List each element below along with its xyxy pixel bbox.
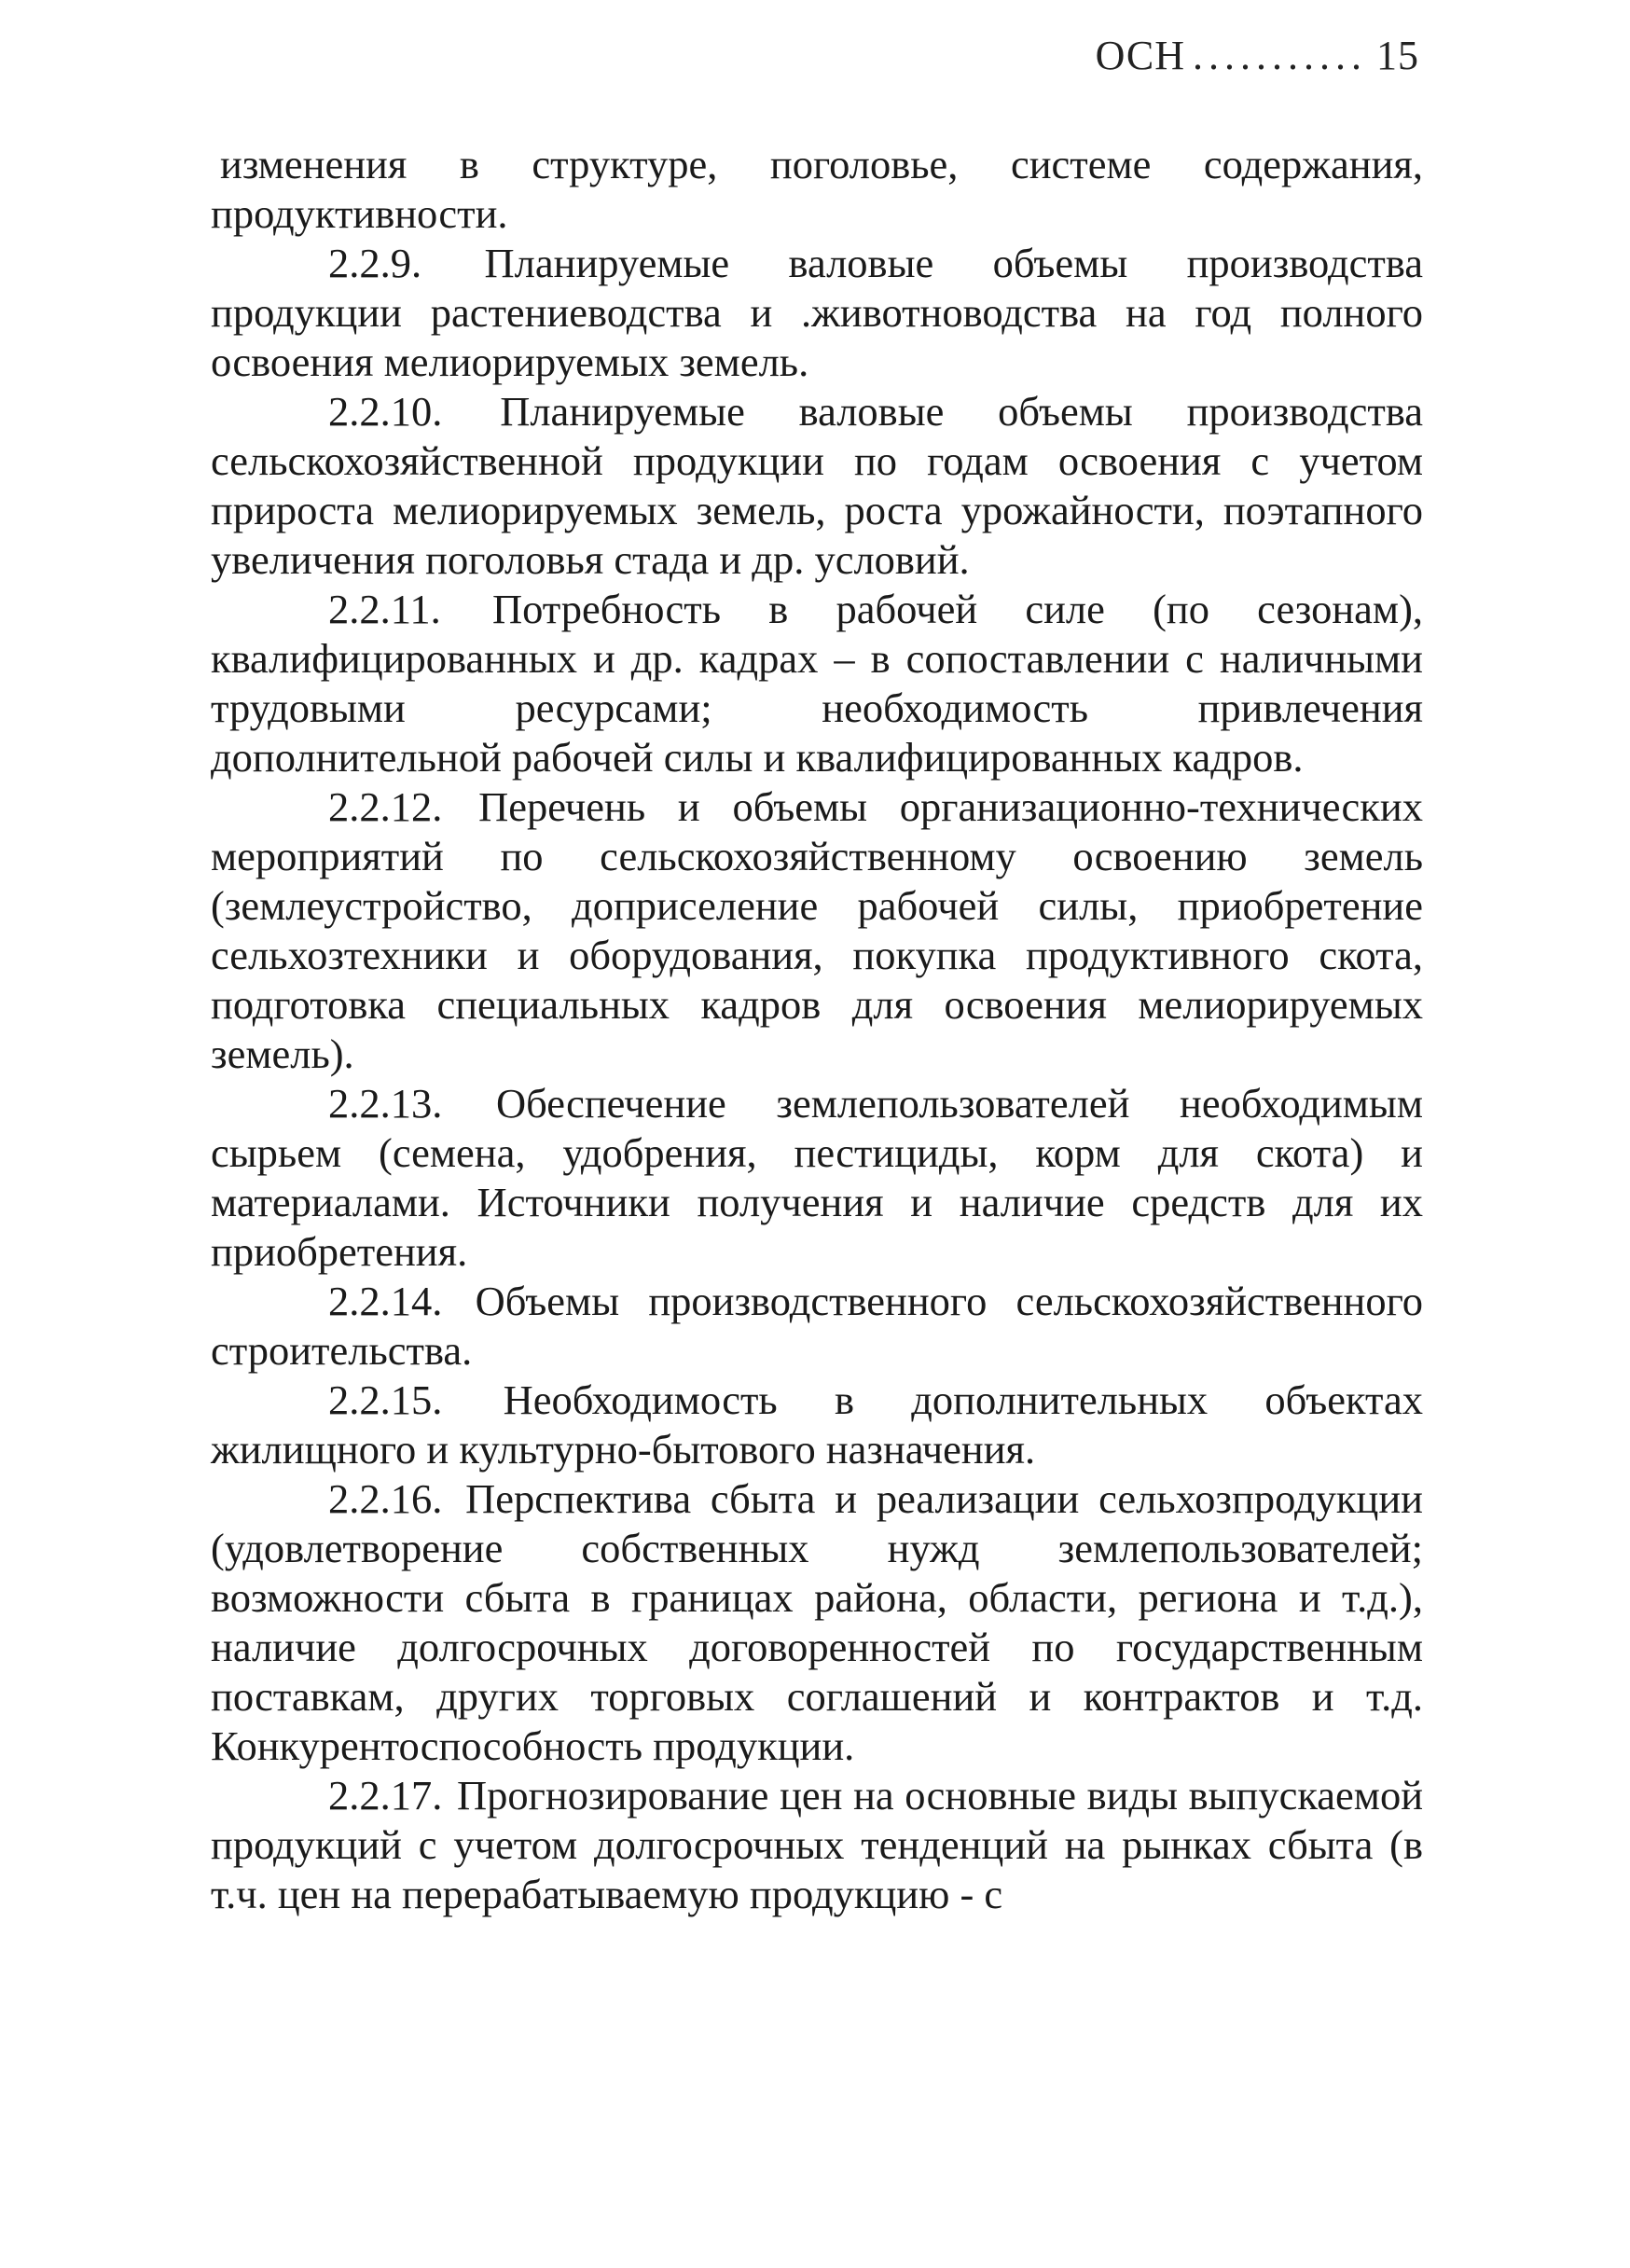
paragraph-text: Прогнозирование цен на основные виды выпускаемой продукций с учетом долгосрочных тенденций на рынках сбыта (в т.ч. цен на перерабатываемую продукцию - с	[211, 1772, 1424, 1917]
paragraph-2-2-14	[211, 1277, 1423, 1376]
header-leader-dots: ...........	[1193, 33, 1367, 78]
paragraph-text: изменения в структуре, поголовье, системе содержания, продуктивности.	[211, 141, 1423, 237]
paragraph-text: Планируемые валовые объемы производства сельскохозяйственной продукции по годам освоения с учетом прироста мелиорируемых земель, роста урожайности, поэтапного увеличения поголовья стада и др. условий.	[211, 388, 1424, 583]
paragraph-number: 2.2.14.	[328, 1278, 443, 1324]
paragraph-continuation	[211, 140, 1423, 239]
paragraph-2-2-17	[211, 1771, 1423, 1919]
paragraph-text: Планируемые валовые объемы производства продукции растениеводства и .животноводства на год полного освоения мелиорируемых земель.	[211, 240, 1424, 385]
paragraph-text: Перспектива сбыта и реализации сельхозпродукции (удовлетворение собственных нужд землепользователей; возможности сбыта в границах района, области, региона и т.д.), наличие долгосрочных договоренностей по государственным поставкам, других торговых соглашений и контрактов и т.д. Конкурентоспособность продукции.	[211, 1475, 1423, 1769]
paragraph-2-2-9	[211, 239, 1423, 387]
paragraph-2-2-13	[211, 1079, 1423, 1277]
paragraph-text: Необходимость в дополнительных объектах жилищного и культурно-бытового назначения.	[211, 1376, 1423, 1473]
paragraph-text: Объемы производственного сельскохозяйственного строительства.	[211, 1278, 1423, 1374]
paragraph-text: Потребность в рабочей силе (по сезонам), квалифицированных и др. кадрах – в сопоставлении с наличными трудовыми ресурсами; необходимость привлечения дополнительной рабочей силы и квалифицированных кадров.	[211, 586, 1424, 781]
paragraph-text: Перечень и объемы организационно-технических мероприятий по сельскохозяйственному освоению земель (землеустройство, доприселение рабочей силы, приобретение сельхозтехники и оборудования, покупка продуктивного скота, подготовка специальных кадров для освоения мелиорируемых земель).	[211, 783, 1423, 1077]
paragraph-text: Обеспечение землепользователей необходимым сырьем (семена, удобрения, пестициды, корм для скота) и материалами. Источники получения и наличие средств для их приобретения.	[211, 1080, 1423, 1275]
paragraph-2-2-11	[211, 585, 1423, 782]
paragraph-2-2-10	[211, 387, 1423, 585]
paragraph-number: 2.2.13.	[328, 1080, 443, 1127]
paragraph-number: 2.2.10.	[328, 388, 443, 435]
paragraph-number: 2.2.11.	[328, 586, 441, 632]
paragraph-2-2-12	[211, 782, 1423, 1079]
paragraph-number: 2.2.9.	[328, 240, 422, 286]
paragraph-number: 2.2.17.	[328, 1772, 443, 1819]
paragraph-2-2-16	[211, 1474, 1423, 1771]
paragraph-number: 2.2.16.	[328, 1475, 443, 1522]
paragraph-number: 2.2.15.	[328, 1376, 443, 1423]
document-body	[211, 140, 1423, 1919]
document-code: ОСН	[1095, 33, 1185, 78]
page-number: 15	[1376, 33, 1419, 78]
paragraph-2-2-15	[211, 1376, 1423, 1474]
page-header	[1096, 32, 1419, 79]
paragraph-number: 2.2.12.	[328, 783, 443, 830]
